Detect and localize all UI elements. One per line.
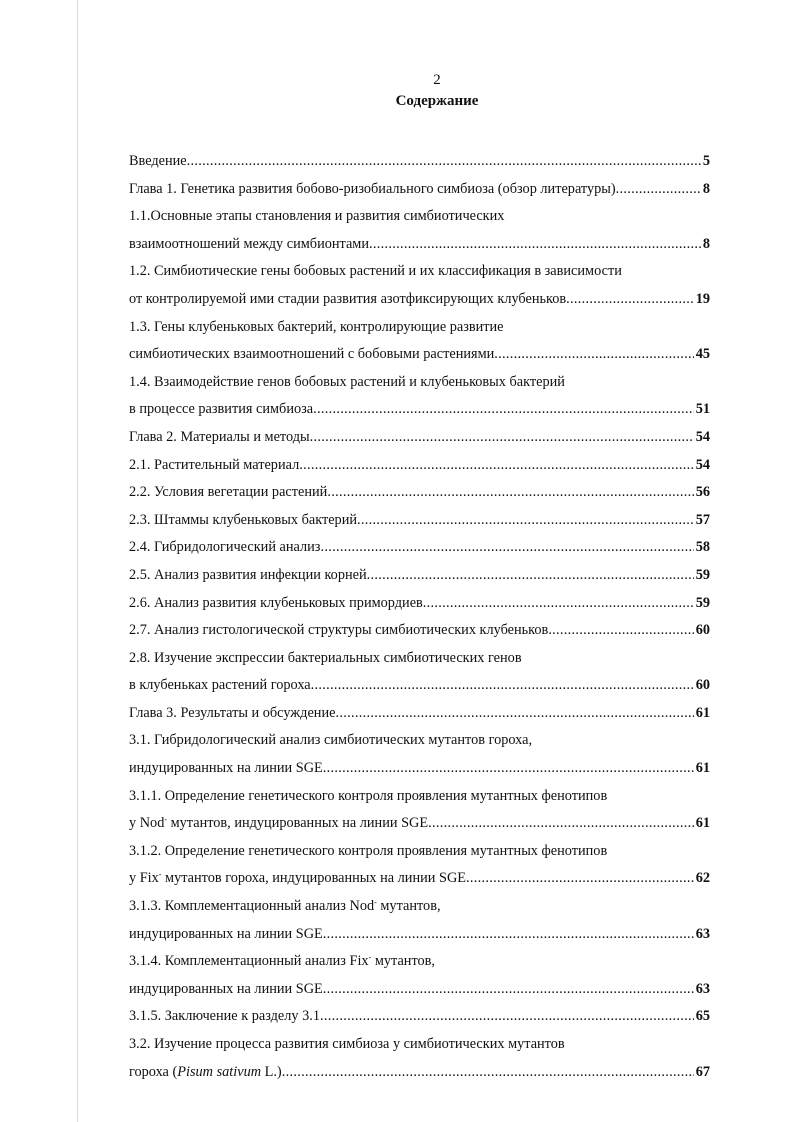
toc-text-part: мутантов гороха, индуцированных на линии SGE bbox=[161, 870, 466, 887]
toc-entry-text: 1.2. Симбиотические гены бобовых растений и их классификация в зависимости bbox=[129, 263, 622, 280]
page-title: Содержание bbox=[395, 93, 479, 109]
toc-entry-1-2-line1[interactable] bbox=[129, 258, 710, 286]
toc-entry-3-2-line2[interactable] bbox=[129, 1059, 710, 1087]
dot-leader bbox=[369, 231, 701, 259]
toc-entry-text: 3.2. Изучение процесса развития симбиоза у симбиотических мутантов bbox=[129, 1036, 565, 1052]
superscript-minus: - bbox=[164, 815, 168, 825]
toc-page-number: 8 bbox=[702, 235, 710, 252]
toc-page-number: 58 bbox=[695, 539, 710, 556]
toc-entry-chapter-2[interactable] bbox=[129, 424, 710, 452]
toc-page-number: 54 bbox=[695, 456, 710, 473]
toc-page-number: 65 bbox=[695, 1008, 710, 1025]
toc-entry-2-8-line1[interactable] bbox=[129, 645, 710, 673]
toc-entry-1-4-line1[interactable] bbox=[129, 369, 710, 397]
toc-entry-1-3-line1[interactable] bbox=[129, 314, 710, 342]
toc-entry-1-3-line2[interactable] bbox=[129, 341, 710, 369]
toc-entry-text: Глава 3. Результаты и обсуждение bbox=[129, 704, 336, 721]
toc-page-number: 5 bbox=[702, 153, 710, 169]
toc-entry-3-1-3-line1[interactable] bbox=[129, 893, 710, 921]
toc-entry-3-2-line1[interactable] bbox=[129, 1031, 710, 1059]
dot-leader bbox=[357, 507, 694, 535]
toc-entry-text: 1.4. Взаимодействие генов бобовых растений и клубеньковых бактерий bbox=[129, 373, 565, 390]
superscript-minus: - bbox=[158, 870, 162, 880]
toc-entry-3-1-5[interactable] bbox=[129, 1003, 710, 1031]
dot-leader bbox=[187, 148, 701, 176]
toc-entry-1-1-line1[interactable] bbox=[129, 203, 710, 231]
toc-page-number: 51 bbox=[695, 401, 710, 418]
toc-entry-1-4-line2[interactable] bbox=[129, 396, 710, 424]
dot-leader bbox=[466, 865, 694, 893]
toc-page-number: 63 bbox=[695, 925, 710, 942]
toc-entry-text: Глава 2. Материалы и методы bbox=[129, 428, 310, 445]
dot-leader bbox=[310, 424, 694, 452]
toc-entry-text: 1.3. Гены клубеньковых бактерий, контролирующие развитие bbox=[129, 318, 504, 335]
toc-entry-3-1-line2[interactable] bbox=[129, 755, 710, 783]
toc-entry-text: 2.1. Растительный материал bbox=[129, 456, 300, 473]
toc-entry-text: 2.8. Изучение экспрессии бактериальных симбиотических генов bbox=[129, 649, 522, 666]
toc-text-part: гороха ( bbox=[129, 1063, 178, 1080]
toc-entry-text: 2.3. Штаммы клубеньковых бактерий bbox=[129, 511, 357, 528]
dot-leader bbox=[428, 810, 694, 838]
toc-page-number: 60 bbox=[695, 622, 710, 639]
toc-entry-text: взаимоотношений между симбионтами bbox=[129, 235, 369, 252]
toc-entry-text: индуцированных на линии SGE bbox=[129, 980, 323, 997]
toc-page-number: 19 bbox=[695, 290, 710, 307]
superscript-minus: - bbox=[374, 898, 377, 908]
toc-page-number: 63 bbox=[695, 980, 710, 997]
page-number: 2 bbox=[433, 72, 441, 88]
toc-entry-text: 3.1.2. Определение генетического контроля проявления мутантных фенотипов bbox=[129, 842, 608, 859]
toc-entry-1-1-line2[interactable] bbox=[129, 231, 710, 259]
toc-entry-text: 2.2. Условия вегетации растений bbox=[129, 484, 328, 501]
toc-entry-text: от контролируемой ими стадии развития азотфиксирующих клубеньков bbox=[129, 290, 567, 307]
toc-entry-chapter-3[interactable] bbox=[129, 700, 710, 728]
toc-entry-text bbox=[129, 948, 435, 976]
dot-leader bbox=[320, 1003, 694, 1031]
dot-leader bbox=[282, 1059, 694, 1087]
superscript-minus: - bbox=[368, 953, 372, 963]
toc-entry-text: 2.4. Гибридологический анализ bbox=[129, 539, 321, 556]
toc-text-part: мутантов, индуцированных на линии SGE bbox=[167, 815, 429, 832]
table-of-contents bbox=[129, 148, 710, 1086]
toc-page-number: 61 bbox=[695, 704, 710, 721]
toc-entry-text: симбиотических взаимоотношений с бобовыми растениями bbox=[129, 346, 495, 363]
toc-entry-text: в процессе развития симбиоза bbox=[129, 401, 314, 418]
dot-leader bbox=[566, 286, 694, 314]
dot-leader bbox=[548, 617, 693, 645]
toc-entry-text: 2.5. Анализ развития инфекции корней bbox=[129, 566, 367, 583]
dot-leader bbox=[327, 479, 693, 507]
toc-entry-chapter-1[interactable] bbox=[129, 176, 710, 204]
dot-leader bbox=[323, 976, 694, 1004]
species-name: Pisum sativum bbox=[177, 1063, 262, 1080]
toc-page-number: 62 bbox=[695, 870, 710, 887]
toc-entry-intro[interactable] bbox=[129, 148, 710, 176]
dot-leader bbox=[299, 452, 693, 480]
toc-page-number: 60 bbox=[695, 677, 710, 694]
toc-entry-text: Глава 1. Генетика развития бобово-ризобиального симбиоза (обзор литературы) bbox=[129, 180, 616, 197]
toc-entry-2-1[interactable] bbox=[129, 452, 710, 480]
toc-entry-text: 3.1.5. Заключение к разделу 3.1 bbox=[129, 1008, 320, 1025]
toc-text-part: 3.1.4. Комплементационный анализ Fix bbox=[129, 953, 369, 970]
dot-leader bbox=[423, 590, 694, 618]
toc-entry-text: 2.7. Анализ гистологической структуры симбиотических клубеньков bbox=[129, 622, 549, 639]
toc-entry-3-1-4-line2[interactable] bbox=[129, 976, 710, 1004]
toc-entry-text: Введение bbox=[129, 153, 187, 169]
toc-entry-3-1-4-line1[interactable] bbox=[129, 948, 710, 976]
toc-entry-text bbox=[129, 865, 466, 893]
toc-entry-1-2-line2[interactable] bbox=[129, 286, 710, 314]
toc-entry-text bbox=[129, 893, 441, 921]
toc-page-number: 45 bbox=[695, 346, 710, 363]
toc-entry-text: 2.6. Анализ развития клубеньковых примордиев bbox=[129, 594, 423, 611]
dot-leader bbox=[367, 562, 694, 590]
dot-leader bbox=[320, 534, 693, 562]
toc-entry-text: 3.1. Гибридологический анализ симбиотических мутантов гороха, bbox=[129, 732, 533, 749]
toc-entry-text: в клубеньках растений гороха bbox=[129, 677, 311, 694]
toc-page-number: 56 bbox=[695, 484, 710, 501]
toc-page-number: 67 bbox=[695, 1063, 710, 1080]
toc-entry-3-1-line1[interactable] bbox=[129, 727, 710, 755]
toc-entry-2-7[interactable] bbox=[129, 617, 710, 645]
toc-entry-text: 1.1.Основные этапы становления и развития симбиотических bbox=[129, 208, 505, 225]
toc-page-number: 59 bbox=[695, 594, 710, 611]
toc-entry-text bbox=[129, 810, 428, 838]
toc-entry-2-8-line2[interactable] bbox=[129, 672, 710, 700]
toc-entry-2-4[interactable] bbox=[129, 534, 710, 562]
toc-text-part: 3.1.3. Комплементационный анализ Nod bbox=[129, 898, 375, 915]
dot-leader bbox=[335, 700, 693, 728]
toc-page-number: 59 bbox=[695, 566, 710, 583]
toc-entry-2-6[interactable] bbox=[129, 590, 710, 618]
toc-page-number: 57 bbox=[695, 511, 710, 528]
toc-text-part: у Nod bbox=[129, 815, 165, 832]
toc-entry-text bbox=[129, 1059, 282, 1087]
toc-page-number: 61 bbox=[695, 815, 710, 832]
toc-entry-text: 3.1.1. Определение генетического контроля проявления мутантных фенотипов bbox=[129, 787, 608, 804]
toc-text-part: мутантов, bbox=[371, 953, 435, 970]
toc-text-part: L.) bbox=[261, 1063, 282, 1080]
dot-leader bbox=[323, 921, 694, 949]
toc-entry-2-2[interactable] bbox=[129, 479, 710, 507]
toc-text-part: мутантов, bbox=[376, 898, 441, 915]
toc-entry-3-1-2-line2[interactable] bbox=[129, 865, 710, 893]
toc-text-part: у Fix bbox=[129, 870, 159, 887]
toc-entry-2-3[interactable] bbox=[129, 507, 710, 535]
dot-leader bbox=[313, 396, 694, 424]
toc-page-number: 61 bbox=[695, 760, 710, 777]
scan-edge-line bbox=[77, 0, 78, 1122]
toc-entry-text: индуцированных на линии SGE bbox=[129, 925, 323, 942]
toc-entry-3-1-1-line1[interactable] bbox=[129, 783, 710, 811]
toc-entry-text: индуцированных на линии SGE bbox=[129, 760, 323, 777]
toc-page-number: 54 bbox=[695, 428, 710, 445]
toc-entry-3-1-1-line2[interactable] bbox=[129, 810, 710, 838]
toc-entry-3-1-3-line2[interactable] bbox=[129, 921, 710, 949]
dot-leader bbox=[323, 755, 694, 783]
toc-entry-2-5[interactable] bbox=[129, 562, 710, 590]
toc-entry-3-1-2-line1[interactable] bbox=[129, 838, 710, 866]
dot-leader bbox=[494, 341, 693, 369]
dot-leader bbox=[311, 672, 694, 700]
toc-page-number: 8 bbox=[702, 180, 710, 197]
dot-leader bbox=[616, 176, 701, 204]
